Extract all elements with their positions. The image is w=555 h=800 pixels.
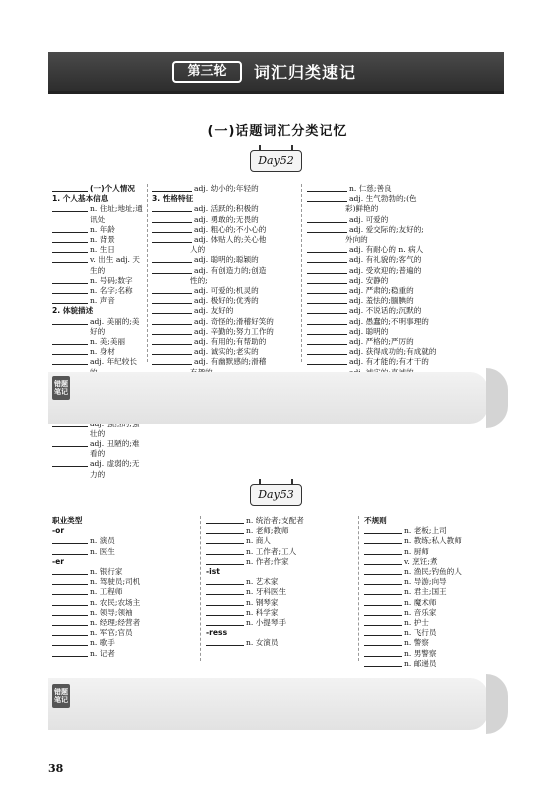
answer-blank[interactable] xyxy=(206,536,244,544)
definition-text: adj. 体贴人的;关心他 xyxy=(194,235,267,245)
heading-text: 职业类型 xyxy=(52,516,83,525)
answer-blank[interactable] xyxy=(52,225,88,233)
vocab-entry xyxy=(152,337,300,347)
definition-text: adj. 羞怯的;腼腆的 xyxy=(349,296,414,306)
answer-blank[interactable] xyxy=(307,194,347,202)
answer-blank[interactable] xyxy=(364,557,402,565)
vocab-entry xyxy=(52,337,144,347)
answer-blank[interactable] xyxy=(364,659,402,667)
definition-text: n. 背景 xyxy=(90,235,115,245)
vocab-entry xyxy=(52,628,198,638)
definition-text: 壮的 xyxy=(90,428,106,438)
definition-text: n. 美;美丽 xyxy=(90,337,126,347)
answer-blank[interactable] xyxy=(52,459,88,467)
vocab-entry xyxy=(364,618,514,628)
answer-blank[interactable] xyxy=(206,557,244,565)
answer-blank[interactable] xyxy=(307,225,347,233)
vocab-entry xyxy=(52,459,144,479)
definition-text: adj. 生气勃勃的;(色 xyxy=(349,194,417,204)
vocab-entry xyxy=(52,618,198,628)
answer-blank[interactable] xyxy=(364,567,402,575)
definition-text: n. 教练;私人教师 xyxy=(404,536,462,546)
definition-text: adj. 不说话的;沉默的 xyxy=(349,306,422,316)
heading-text: -ist xyxy=(206,567,220,577)
heading-text: 不规则 xyxy=(364,516,387,525)
definition-text: n. 作者;作家 xyxy=(246,556,289,566)
definition-text: adj. 有幽默感的;滑稽 xyxy=(194,357,267,367)
vocab-entry xyxy=(206,587,356,597)
block2-column3 xyxy=(364,516,514,669)
vocab-entry xyxy=(52,439,144,459)
vocab-entry xyxy=(307,255,507,265)
answer-blank[interactable] xyxy=(52,204,88,212)
definition-text: n. 小提琴手 xyxy=(246,618,287,628)
definition-text: n. 警察 xyxy=(404,638,429,648)
category-heading xyxy=(206,628,356,638)
vocab-entry xyxy=(152,266,300,276)
vocab-entry xyxy=(52,317,144,337)
vocab-entry xyxy=(307,327,507,337)
definition-text: n. 统治者;支配者 xyxy=(246,516,304,525)
definition-text: adj. 活跃的;积极的 xyxy=(194,204,259,214)
column-divider xyxy=(147,184,148,362)
vocab-entry xyxy=(152,255,300,265)
answer-blank[interactable] xyxy=(307,184,347,192)
vocab-entry xyxy=(152,317,300,327)
answer-blank[interactable] xyxy=(52,296,88,304)
answer-blank[interactable] xyxy=(52,235,88,243)
definition-text: n. 工程师 xyxy=(90,587,123,597)
vocab-entry xyxy=(307,286,507,296)
answer-blank[interactable] xyxy=(307,317,347,325)
definition-text: 彩)鲜艳的 xyxy=(345,204,379,214)
answer-blank[interactable] xyxy=(152,317,192,325)
vocab-entry xyxy=(52,608,198,618)
day-52-calendar-icon: Day52 xyxy=(250,150,302,172)
definition-text: n. 科学家 xyxy=(246,607,279,617)
vocab-entry xyxy=(206,526,356,536)
vocab-entry xyxy=(52,598,198,608)
category-heading xyxy=(52,194,144,204)
answer-blank[interactable] xyxy=(52,357,88,365)
category-heading xyxy=(52,526,198,536)
answer-blank[interactable] xyxy=(152,357,192,365)
answer-blank[interactable] xyxy=(206,526,244,534)
answer-blank[interactable] xyxy=(307,337,347,345)
chapter-title: 词汇归类速记 xyxy=(254,63,357,82)
answer-blank[interactable] xyxy=(152,296,192,304)
definition-text: n. 邮递员 xyxy=(404,658,437,668)
vocab-entry xyxy=(307,306,507,316)
definition-text: adj. 可爱的 xyxy=(349,214,389,224)
definition-text: adj. 年纪较长 xyxy=(90,357,137,367)
vocab-entry xyxy=(152,215,300,225)
block2-column2 xyxy=(206,516,356,649)
answer-blank[interactable] xyxy=(52,245,88,253)
paper-curl xyxy=(486,674,508,734)
answer-blank[interactable] xyxy=(152,347,192,355)
answer-blank[interactable] xyxy=(364,547,402,555)
answer-blank[interactable] xyxy=(52,547,88,555)
vocab-entry xyxy=(52,225,144,235)
definition-text: n. 演员 xyxy=(90,536,115,546)
answer-blank[interactable] xyxy=(206,587,244,595)
definition-text: adj. 有用的;有帮助的 xyxy=(194,337,267,347)
vocab-entry xyxy=(152,235,300,245)
category-heading xyxy=(152,194,300,204)
definition-text: adj. 辛勤的;努力工作的 xyxy=(194,326,274,336)
answer-blank[interactable] xyxy=(152,286,192,294)
answer-blank[interactable] xyxy=(52,598,88,606)
answer-blank[interactable] xyxy=(206,516,244,524)
definition-text: adj. 幼小的;年轻的 xyxy=(194,184,259,193)
section-title: (一)话题词汇分类记忆 xyxy=(207,124,348,139)
definition-text: n. 医生 xyxy=(90,546,115,556)
definition-text: n. 年龄 xyxy=(90,224,115,234)
vocab-entry xyxy=(364,536,514,546)
definition-text: n. 驾驶员;司机 xyxy=(90,577,141,587)
page-number: 38 xyxy=(48,762,64,775)
answer-blank[interactable] xyxy=(52,276,88,284)
vocab-entry xyxy=(364,659,514,669)
vocab-entry xyxy=(206,608,356,618)
definition-text: n. 音乐家 xyxy=(404,607,437,617)
answer-blank[interactable] xyxy=(52,628,88,636)
vocab-entry xyxy=(206,598,356,608)
answer-blank[interactable] xyxy=(52,649,88,657)
definition-text: n. 牙科医生 xyxy=(246,587,287,597)
answer-blank[interactable] xyxy=(52,618,88,626)
vocab-entry xyxy=(364,557,514,567)
definition-text: n. 农民;农场主 xyxy=(90,597,141,607)
vocab-entry xyxy=(307,225,507,235)
answer-blank[interactable] xyxy=(152,306,192,314)
answer-blank[interactable] xyxy=(152,184,192,192)
answer-blank[interactable] xyxy=(52,439,88,447)
answer-blank[interactable] xyxy=(206,608,244,616)
definition-text: adj. 聪明的 xyxy=(349,326,389,336)
definition-text: n. 名字;名称 xyxy=(90,286,133,296)
error-notes-label: 错题笔记 xyxy=(52,376,70,400)
answer-blank[interactable] xyxy=(307,276,347,284)
heading-text: -or xyxy=(52,526,65,536)
vocab-entry xyxy=(52,235,144,245)
answer-blank[interactable] xyxy=(52,317,88,325)
column-divider xyxy=(301,184,302,362)
vocab-entry xyxy=(364,608,514,618)
vocab-entry xyxy=(152,306,300,316)
definition-text: adj. 美丽的;美好的 xyxy=(90,316,140,336)
vocab-entry xyxy=(152,245,300,255)
vocab-entry xyxy=(52,255,144,275)
answer-blank[interactable] xyxy=(52,577,88,585)
answer-blank[interactable] xyxy=(52,587,88,595)
vocab-entry xyxy=(307,194,507,204)
definition-text: n. 君主;国王 xyxy=(404,587,447,597)
vocab-entry xyxy=(52,245,144,255)
heading-text: 1. 个人基本信息 xyxy=(52,194,109,204)
vocab-entry xyxy=(206,547,356,557)
definition-text: adj. 勇敢的;无畏的 xyxy=(194,214,259,224)
vocab-entry xyxy=(364,547,514,557)
vocab-entry xyxy=(52,587,198,597)
definition-text: n. 厨师 xyxy=(404,546,429,556)
vocab-entry xyxy=(307,235,507,245)
answer-blank[interactable] xyxy=(307,266,347,274)
answer-blank[interactable] xyxy=(307,286,347,294)
definition-text: n. 护士 xyxy=(404,618,429,628)
block1-column3 xyxy=(307,184,507,388)
answer-blank[interactable] xyxy=(206,618,244,626)
definition-text: adj. 受欢迎的;普遍的 xyxy=(349,265,422,275)
definition-text: adj. 友好的 xyxy=(194,306,234,316)
answer-blank[interactable] xyxy=(364,536,402,544)
answer-blank[interactable] xyxy=(364,649,402,657)
vocab-entry xyxy=(364,587,514,597)
definition-text: adj. 有礼貌的;客气的 xyxy=(349,255,422,265)
vocab-entry xyxy=(364,577,514,587)
heading-text: 2. 体貌描述 xyxy=(52,306,94,316)
definition-text: n. 生日 xyxy=(90,245,115,255)
answer-blank[interactable] xyxy=(152,215,192,223)
vocab-entry xyxy=(152,204,300,214)
answer-blank[interactable] xyxy=(152,266,192,274)
vocab-entry xyxy=(307,337,507,347)
definition-text: adj. 严格的;严厉的 xyxy=(349,337,414,347)
definition-text: n. 飞行员 xyxy=(404,628,437,638)
definition-text: n. 号码;数字 xyxy=(90,275,133,285)
answer-blank[interactable] xyxy=(152,255,192,263)
definition-text: n. 商人 xyxy=(246,536,271,546)
definition-text: adj. 粗心的;不小心的 xyxy=(194,224,267,234)
vocab-entry xyxy=(52,577,198,587)
vocab-entry xyxy=(364,628,514,638)
answer-blank[interactable] xyxy=(52,347,88,355)
definition-text: adj. 虚弱的;无力的 xyxy=(90,459,140,479)
answer-blank[interactable] xyxy=(307,347,347,355)
error-notes-area-2[interactable] xyxy=(48,678,488,730)
vocab-entry xyxy=(152,225,300,235)
answer-blank[interactable] xyxy=(52,286,88,294)
vocab-entry xyxy=(307,296,507,306)
vocab-entry xyxy=(307,215,507,225)
definition-text: n. 银行家 xyxy=(90,567,123,577)
definition-text: n. 魔术师 xyxy=(404,597,437,607)
vocab-entry xyxy=(52,567,198,577)
definition-text: adj. 有才能的;有才干的 xyxy=(349,357,429,367)
definition-text: n. 渔民;钓鱼的人 xyxy=(404,567,462,577)
vocab-entry xyxy=(364,649,514,659)
answer-blank[interactable] xyxy=(52,608,88,616)
definition-text: n. 男警察 xyxy=(404,648,437,658)
vocab-entry xyxy=(152,184,300,194)
definition-text: n. 老师;教师 xyxy=(246,526,289,536)
answer-blank[interactable] xyxy=(152,225,192,233)
answer-blank[interactable] xyxy=(206,638,244,646)
answer-blank[interactable] xyxy=(364,577,402,585)
definition-text: 外向的 xyxy=(345,235,368,245)
vocab-entry xyxy=(206,557,356,567)
heading-text: (一)个人情况 xyxy=(90,184,135,193)
category-heading xyxy=(52,306,144,316)
answer-blank[interactable] xyxy=(52,337,88,345)
definition-text: n. 经理;经营者 xyxy=(90,618,141,628)
answer-blank[interactable] xyxy=(152,204,192,212)
vocab-entry xyxy=(206,638,356,648)
answer-blank[interactable] xyxy=(307,255,347,263)
vocab-entry xyxy=(307,357,507,367)
answer-blank[interactable] xyxy=(206,547,244,555)
definition-text: n. 身材 xyxy=(90,347,115,357)
answer-blank[interactable] xyxy=(307,357,347,365)
vocab-entry xyxy=(307,347,507,357)
answer-blank[interactable] xyxy=(152,235,192,243)
definition-text: adj. 极好的;优秀的 xyxy=(194,296,259,306)
heading-text: -er xyxy=(52,556,65,566)
answer-blank[interactable] xyxy=(52,567,88,575)
day-53-calendar-icon: Day53 xyxy=(250,484,302,506)
category-heading xyxy=(52,184,144,194)
vocab-entry xyxy=(52,276,144,286)
answer-blank[interactable] xyxy=(152,327,192,335)
category-heading xyxy=(52,516,198,526)
category-heading xyxy=(206,567,356,577)
vocab-entry xyxy=(206,577,356,587)
vocab-entry xyxy=(307,245,507,255)
answer-blank[interactable] xyxy=(364,587,402,595)
vocab-entry xyxy=(307,184,507,194)
error-notes-area[interactable] xyxy=(48,372,488,424)
answer-blank[interactable] xyxy=(307,306,347,314)
definition-text: n. 工作者;工人 xyxy=(246,546,297,556)
definition-text: n. 仁慈;善良 xyxy=(349,184,392,193)
definition-text: adj. 爱交际的;友好的; xyxy=(349,224,424,234)
definition-text: n. 领导;领袖 xyxy=(90,607,133,617)
definition-text: n. 住址;地址;通讯处 xyxy=(90,204,143,224)
vocab-entry xyxy=(152,276,300,286)
vocab-entry xyxy=(364,526,514,536)
answer-blank[interactable] xyxy=(364,526,402,534)
definition-text: 性的; xyxy=(190,275,208,285)
definition-text: n. 钢琴家 xyxy=(246,597,279,607)
definition-text: n. 老板;上司 xyxy=(404,526,447,536)
definition-text: adj. 诚实的;老实的 xyxy=(194,347,259,357)
vocab-entry xyxy=(206,618,356,628)
block1-column1 xyxy=(52,184,144,480)
answer-blank[interactable] xyxy=(364,618,402,626)
definition-text: n. 军官;官员 xyxy=(90,628,133,638)
vocab-entry xyxy=(307,266,507,276)
category-heading xyxy=(52,557,198,567)
definition-text: n. 记者 xyxy=(90,648,115,658)
answer-blank[interactable] xyxy=(206,598,244,606)
definition-text: adj. 获得成功的;有成就的 xyxy=(349,347,437,357)
definition-text: adj. 奇怪的;滑稽好笑的 xyxy=(194,316,274,326)
chapter-banner xyxy=(48,52,504,94)
definition-text: n. 艺术家 xyxy=(246,577,279,587)
definition-text: adj. 愚蠢的;不明事理的 xyxy=(349,316,429,326)
vocab-entry xyxy=(206,516,356,526)
vocab-entry xyxy=(152,357,300,367)
definition-text: n. 歌手 xyxy=(90,638,115,648)
definition-text: 人的 xyxy=(190,245,206,255)
vocab-entry xyxy=(307,276,507,286)
vocab-entry xyxy=(307,317,507,327)
vocab-entry xyxy=(364,598,514,608)
definition-text: adj. 严肃的;稳重的 xyxy=(349,286,414,296)
vocab-entry xyxy=(152,296,300,306)
answer-blank[interactable] xyxy=(307,296,347,304)
column-divider xyxy=(200,516,201,661)
answer-blank[interactable] xyxy=(52,184,88,192)
vocab-entry xyxy=(364,567,514,577)
answer-blank[interactable] xyxy=(364,598,402,606)
definition-text: adj. 有耐心的 n. 病人 xyxy=(349,245,424,255)
vocab-entry xyxy=(52,649,198,659)
block2-column1 xyxy=(52,516,198,659)
answer-blank[interactable] xyxy=(206,577,244,585)
vocab-entry xyxy=(152,347,300,357)
answer-blank[interactable] xyxy=(364,638,402,646)
vocab-entry xyxy=(152,327,300,337)
definition-text: n. 导游;向导 xyxy=(404,577,447,587)
vocab-entry xyxy=(52,296,144,306)
answer-blank[interactable] xyxy=(307,215,347,223)
definition-text: n. 声音 xyxy=(90,296,115,306)
vocab-entry xyxy=(52,638,198,648)
answer-blank[interactable] xyxy=(52,255,88,263)
definition-text: n. 女演员 xyxy=(246,638,279,648)
heading-text: -ress xyxy=(206,628,228,638)
vocab-entry xyxy=(152,286,300,296)
definition-text: adj. 可爱的;机灵的 xyxy=(194,286,259,296)
answer-blank[interactable] xyxy=(364,608,402,616)
column-divider xyxy=(358,516,359,661)
error-notes-label-2: 错题笔记 xyxy=(52,684,70,708)
answer-blank[interactable] xyxy=(52,536,88,544)
answer-blank[interactable] xyxy=(52,638,88,646)
answer-blank[interactable] xyxy=(152,337,192,345)
vocab-entry xyxy=(364,638,514,648)
definition-text: v. 出生 adj. 天生的 xyxy=(90,255,140,275)
answer-blank[interactable] xyxy=(307,245,347,253)
vocab-entry xyxy=(52,536,198,546)
answer-blank[interactable] xyxy=(364,628,402,636)
definition-text: adj. 丑陋的;难看的 xyxy=(90,439,140,459)
definition-text: adj. 聪明的;聪颖的 xyxy=(194,255,259,265)
definition-text: adj. 安静的 xyxy=(349,275,389,285)
answer-blank[interactable] xyxy=(307,327,347,335)
round-tag: 第三轮 xyxy=(172,61,242,83)
vocab-entry xyxy=(52,547,198,557)
category-heading xyxy=(364,516,514,526)
vocab-entry xyxy=(52,286,144,296)
block1-column2 xyxy=(152,184,300,388)
vocab-entry xyxy=(206,536,356,546)
vocab-entry xyxy=(307,204,507,214)
definition-text: v. 烹饪;煮 xyxy=(404,556,438,566)
vocab-entry xyxy=(52,347,144,357)
vocab-entry xyxy=(52,204,144,224)
definition-text: adj. 有创造力的;创造 xyxy=(194,265,267,275)
heading-text: 3. 性格特征 xyxy=(152,194,194,204)
